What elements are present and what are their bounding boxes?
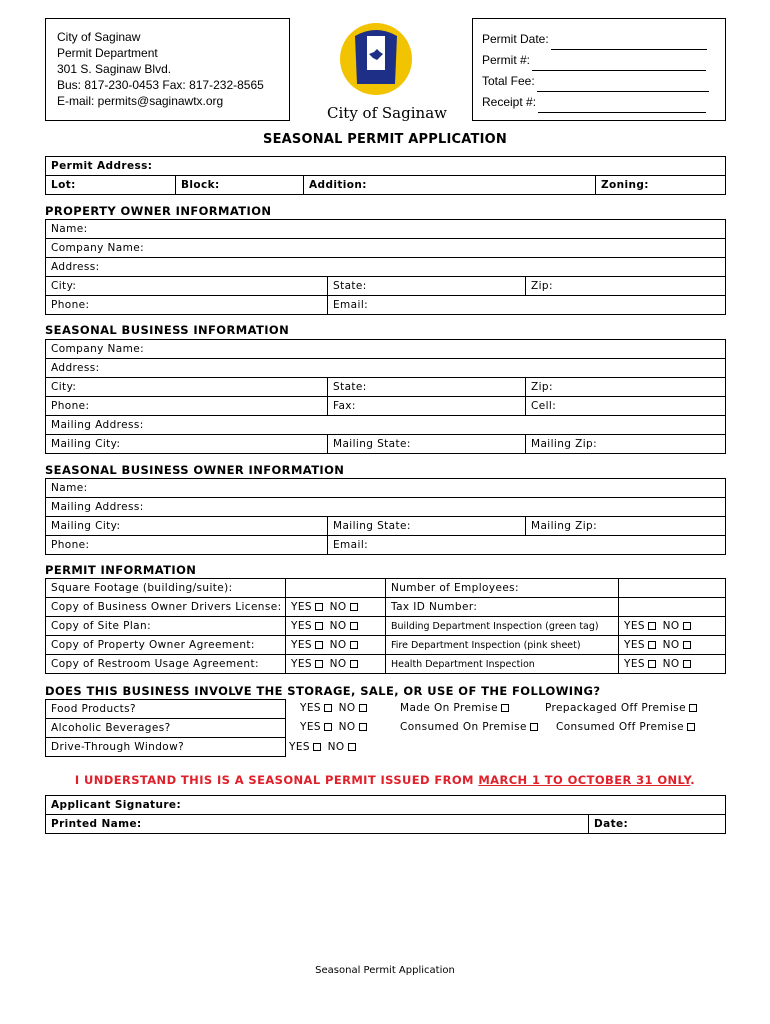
biz-owner-phone-field[interactable]: Phone: <box>46 536 328 555</box>
business-owner-heading: SEASONAL BUSINESS OWNER INFORMATION <box>45 463 345 477</box>
building-inspection-yes-no[interactable] <box>619 617 726 636</box>
no-label: NO <box>338 721 356 733</box>
no-checkbox[interactable] <box>350 641 358 649</box>
signature-table <box>45 795 726 834</box>
addition-field[interactable]: Addition: <box>304 176 596 195</box>
yes-label: YES <box>291 658 312 670</box>
owner-address-field[interactable]: Address: <box>46 258 726 277</box>
lot-field[interactable]: Lot: <box>46 176 176 195</box>
permit-information-heading: PERMIT INFORMATION <box>45 563 197 577</box>
square-footage-label: Square Footage (building/suite): <box>46 579 286 598</box>
owner-zip-field[interactable]: Zip: <box>526 277 726 296</box>
health-inspection-label: Health Department Inspection <box>386 655 619 674</box>
food-yes-no[interactable] <box>300 702 370 714</box>
no-checkbox[interactable] <box>683 622 691 630</box>
business-mailing-city-field[interactable]: Mailing City: <box>46 435 328 454</box>
owner-name-field[interactable]: Name: <box>46 220 726 239</box>
receipt-number-label: Receipt #: <box>482 95 537 109</box>
business-mailing-zip-field[interactable]: Mailing Zip: <box>526 435 726 454</box>
yes-label: YES <box>624 620 645 632</box>
yes-checkbox[interactable] <box>315 603 323 611</box>
city-name-logo-text: City of Saginaw <box>327 104 447 122</box>
address-line: 301 S. Saginaw Blvd. <box>57 62 172 76</box>
employees-field[interactable] <box>619 579 726 598</box>
no-checkbox[interactable] <box>350 622 358 630</box>
office-use-box <box>472 18 726 121</box>
business-cell-field[interactable]: Cell: <box>526 397 726 416</box>
yes-label: YES <box>291 620 312 632</box>
prepackaged-off-premise-option[interactable] <box>545 702 700 714</box>
form-title: SEASONAL PERMIT APPLICATION <box>263 132 507 147</box>
yes-checkbox[interactable] <box>648 641 656 649</box>
printed-name-field[interactable]: Printed Name: <box>46 815 589 834</box>
fire-inspection-label: Fire Department Inspection (pink sheet) <box>386 636 619 655</box>
notice-dates: MARCH 1 TO OCTOBER 31 ONLY <box>478 773 691 787</box>
no-checkbox[interactable] <box>359 704 367 712</box>
drive-through-yes-no[interactable] <box>289 741 359 753</box>
address-line: Permit Department <box>57 46 158 60</box>
biz-owner-name-field[interactable]: Name: <box>46 479 726 498</box>
alcohol-yes-no[interactable] <box>300 721 370 733</box>
date-field[interactable]: Date: <box>589 815 726 834</box>
owner-company-field[interactable]: Company Name: <box>46 239 726 258</box>
owner-agreement-yes-no[interactable] <box>286 636 386 655</box>
consumed-on-premise-option[interactable] <box>400 721 541 733</box>
business-company-field[interactable]: Company Name: <box>46 340 726 359</box>
permit-information-table <box>45 578 726 674</box>
total-fee-field[interactable] <box>537 77 709 92</box>
drive-through-label: Drive-Through Window? <box>46 738 286 757</box>
no-checkbox[interactable] <box>348 743 356 751</box>
location-table <box>45 156 726 195</box>
consumed-on-label: Consumed On Premise <box>400 721 527 733</box>
employees-label: Number of Employees: <box>386 579 619 598</box>
no-label: NO <box>329 658 347 670</box>
tax-id-label: Tax ID Number: <box>386 598 619 617</box>
site-plan-label: Copy of Site Plan: <box>46 617 286 636</box>
square-footage-field[interactable] <box>286 579 386 598</box>
business-zip-field[interactable]: Zip: <box>526 378 726 397</box>
block-field[interactable]: Block: <box>176 176 304 195</box>
business-mailing-state-field[interactable]: Mailing State: <box>328 435 526 454</box>
food-products-label: Food Products? <box>46 700 286 719</box>
consumed-off-premise-option[interactable] <box>556 721 698 733</box>
fire-inspection-yes-no[interactable] <box>619 636 726 655</box>
no-checkbox[interactable] <box>683 660 691 668</box>
permit-number-field[interactable] <box>532 56 706 71</box>
no-label: NO <box>327 741 345 753</box>
city-seal-logo <box>339 22 413 96</box>
business-mailing-address-field[interactable]: Mailing Address: <box>46 416 726 435</box>
address-line: Bus: 817-230-0453 Fax: 817-232-8565 <box>57 78 264 92</box>
consumed-on-checkbox[interactable] <box>530 723 538 731</box>
biz-owner-mailing-zip-field[interactable]: Mailing Zip: <box>526 517 726 536</box>
yes-checkbox[interactable] <box>315 622 323 630</box>
made-on-premise-label: Made On Premise <box>400 702 498 714</box>
business-city-field[interactable]: City: <box>46 378 328 397</box>
permit-number-label: Permit #: <box>482 53 531 67</box>
no-label: NO <box>662 658 680 670</box>
yes-checkbox[interactable] <box>648 660 656 668</box>
biz-owner-mailing-city-field[interactable]: Mailing City: <box>46 517 328 536</box>
no-label: NO <box>329 620 347 632</box>
consumed-off-label: Consumed Off Premise <box>556 721 684 733</box>
permit-date-field[interactable] <box>551 35 707 50</box>
zoning-field[interactable]: Zoning: <box>596 176 726 195</box>
page-footer: Seasonal Permit Application <box>315 965 455 976</box>
business-address-field[interactable]: Address: <box>46 359 726 378</box>
seasonal-notice <box>0 773 770 787</box>
prepackaged-checkbox[interactable] <box>689 704 697 712</box>
no-label: NO <box>329 639 347 651</box>
notice-text: I UNDERSTAND THIS IS A SEASONAL PERMIT ISSUED FROM <box>74 773 479 787</box>
drivers-license-yes-no[interactable] <box>286 598 386 617</box>
business-state-field[interactable]: State: <box>328 378 526 397</box>
total-fee-label: Total Fee: <box>482 74 535 88</box>
no-checkbox[interactable] <box>350 603 358 611</box>
permit-address-field[interactable]: Permit Address: <box>46 157 726 176</box>
no-label: NO <box>338 702 356 714</box>
made-on-premise-option[interactable] <box>400 702 512 714</box>
yes-checkbox[interactable] <box>324 704 332 712</box>
health-inspection-yes-no[interactable] <box>619 655 726 674</box>
owner-state-field[interactable]: State: <box>328 277 526 296</box>
yes-label: YES <box>289 741 310 753</box>
no-checkbox[interactable] <box>359 723 367 731</box>
yes-label: YES <box>291 639 312 651</box>
made-on-premise-checkbox[interactable] <box>501 704 509 712</box>
department-address-box <box>45 18 290 121</box>
yes-checkbox[interactable] <box>324 723 332 731</box>
building-inspection-label: Building Department Inspection (green tag) <box>386 617 619 636</box>
no-label: NO <box>662 620 680 632</box>
receipt-number-field[interactable] <box>538 98 706 113</box>
address-line: City of Saginaw <box>57 30 141 44</box>
yes-label: YES <box>624 639 645 651</box>
storage-question-heading: DOES THIS BUSINESS INVOLVE THE STORAGE, SALE, OR USE OF THE FOLLOWING? <box>45 684 601 698</box>
business-owner-table <box>45 478 726 555</box>
owner-agreement-label: Copy of Property Owner Agreement: <box>46 636 286 655</box>
business-phone-field[interactable]: Phone: <box>46 397 328 416</box>
tax-id-field[interactable] <box>619 598 726 617</box>
drivers-license-label: Copy of Business Owner Drivers License: <box>46 598 286 617</box>
no-checkbox[interactable] <box>350 660 358 668</box>
permit-date-label: Permit Date: <box>482 32 549 46</box>
consumed-off-checkbox[interactable] <box>687 723 695 731</box>
seasonal-business-heading: SEASONAL BUSINESS INFORMATION <box>45 323 290 337</box>
biz-owner-mailing-state-field[interactable]: Mailing State: <box>328 517 526 536</box>
yes-checkbox[interactable] <box>315 660 323 668</box>
owner-city-field[interactable]: City: <box>46 277 328 296</box>
prepackaged-label: Prepackaged Off Premise <box>545 702 686 714</box>
alcoholic-beverages-label: Alcoholic Beverages? <box>46 719 286 738</box>
yes-label: YES <box>624 658 645 670</box>
business-fax-field[interactable]: Fax: <box>328 397 526 416</box>
notice-period: . <box>690 773 696 787</box>
yes-label: YES <box>300 702 321 714</box>
property-owner-heading: PROPERTY OWNER INFORMATION <box>45 204 272 218</box>
restroom-agreement-label: Copy of Restroom Usage Agreement: <box>46 655 286 674</box>
restroom-agreement-yes-no[interactable] <box>286 655 386 674</box>
biz-owner-email-field[interactable]: Email: <box>328 536 726 555</box>
property-owner-table <box>45 219 726 315</box>
yes-label: YES <box>291 601 312 613</box>
yes-checkbox[interactable] <box>648 622 656 630</box>
applicant-signature-field[interactable]: Applicant Signature: <box>46 796 726 815</box>
seasonal-business-table <box>45 339 726 454</box>
storage-items-table <box>45 699 286 757</box>
biz-owner-mailing-address-field[interactable]: Mailing Address: <box>46 498 726 517</box>
no-label: NO <box>662 639 680 651</box>
site-plan-yes-no[interactable] <box>286 617 386 636</box>
address-line: E-mail: permits@saginawtx.org <box>57 94 224 108</box>
yes-label: YES <box>300 721 321 733</box>
yes-checkbox[interactable] <box>315 641 323 649</box>
no-label: NO <box>329 601 347 613</box>
owner-email-field[interactable]: Email: <box>328 296 726 315</box>
yes-checkbox[interactable] <box>313 743 321 751</box>
no-checkbox[interactable] <box>683 641 691 649</box>
owner-phone-field[interactable]: Phone: <box>46 296 328 315</box>
